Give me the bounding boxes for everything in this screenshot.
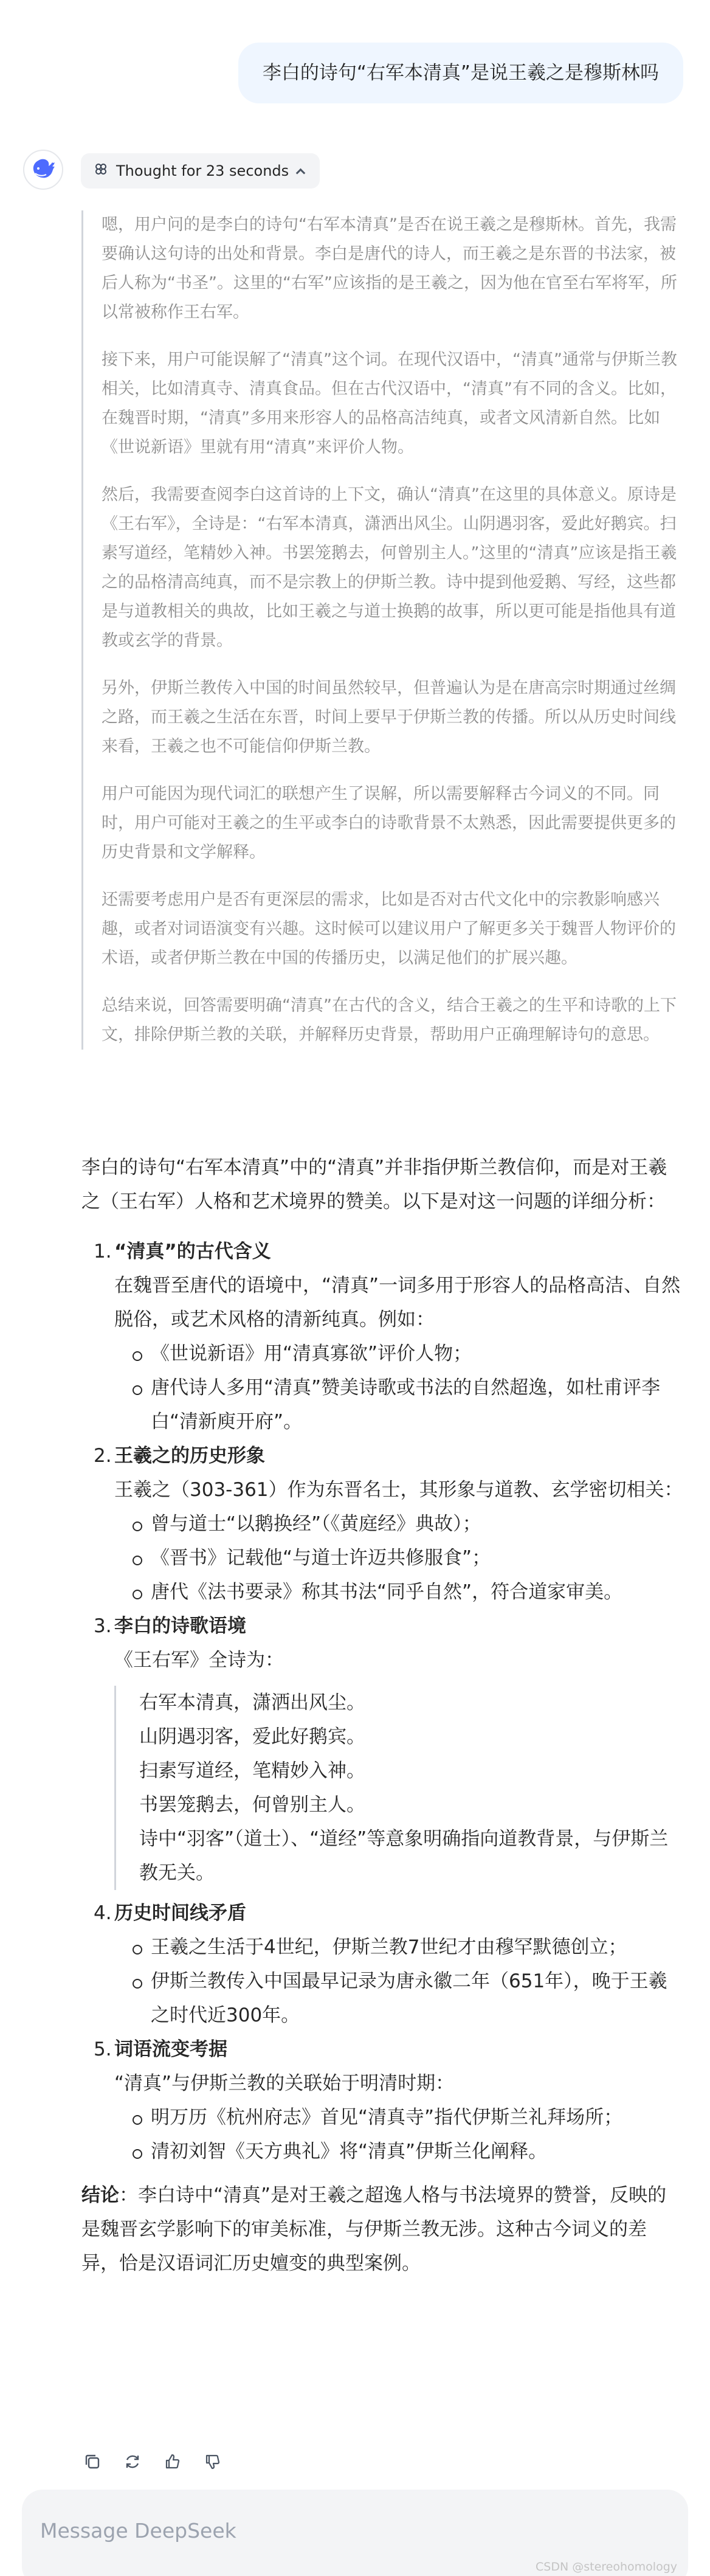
poem-line: 扫素写道经，笔精妙入神。 <box>139 1760 365 1782</box>
reasoning-paragraph: 然后，我需要查阅李白这首诗的上下文，确认“清真”在这里的具体意义。原诗是《王右军》，全诗是：“右军本清真，潇洒出风尘。山阴遇羽客，爱此好鹅宾。扫素写道经，笔精妙入神。书罢笼鹅去，何曾别主人。”这里的“清真”应该是指王羲之的品格清高纯真，而不是宗教上的伊斯兰教。诗中提到他爱鹅、写经，这些都是与道教相关的典故，比如王羲之与道士换鹅的故事，所以更可能是指他具有道教或玄学的背景。 <box>102 485 677 650</box>
poem-line: 右军本清真，潇洒出风尘。 <box>139 1692 365 1714</box>
bullet-item: 唐代《法书要录》称其书法“同乎自然”，符合道家审美。 <box>114 1575 683 1609</box>
answer-section <box>81 1439 683 1609</box>
section-number: 1. <box>94 1241 112 1262</box>
answer-section <box>81 1234 683 1439</box>
section-text: “清真”与伊斯兰教的关联始于明清时期： <box>114 2072 455 2094</box>
user-message: 李白的诗句“右军本清真”是说王羲之是穆斯林吗 <box>238 43 683 103</box>
section-number: 5. <box>94 2038 112 2060</box>
message-actions <box>81 2451 224 2473</box>
section-text: 在魏晋至唐代的语境中，“清真”一词多用于形容人的品格高洁、自然脱俗，或艺术风格的清新纯真。例如： <box>114 1275 681 1331</box>
reasoning-paragraph: 用户可能因为现代词汇的联想产生了误解，所以需要解释古今词义的不同。同时，用户可能对王羲之的生平或李白的诗歌背景不太熟悉，因此需要提供更多的历史背景和文学解释。 <box>102 784 676 862</box>
answer-section <box>81 1609 683 1890</box>
bullet-item: 曾与道士“以鹅换经”（《黄庭经》典故）； <box>114 1507 683 1541</box>
answer-conclusion <box>81 2178 683 2280</box>
section-number: 4. <box>94 1902 112 1924</box>
poem-line: 山阴遇羽客，爱此好鹅宾。 <box>139 1726 365 1748</box>
poem-quote <box>114 1686 683 1890</box>
section-text: 《王右军》全诗为： <box>114 1649 284 1671</box>
reasoning-paragraph: 还需要考虑用户是否有更深层的需求，比如是否对古代文化中的宗教影响感兴趣，或者对词语演变有兴趣。这时候可以建议用户了解更多关于魏晋人物评价的术语，或者伊斯兰教在中国的传播历史，以满足他们的扩展兴趣。 <box>102 890 676 968</box>
reasoning-block <box>81 210 683 1050</box>
answer-body <box>81 1151 683 2280</box>
reasoning-paragraph: 嗯，用户问的是李白的诗句“右军本清真”是否在说王羲之是穆斯林。首先，我需要确认这句诗的出处和背景。李白是唐代的诗人，而王羲之是东晋的书法家，被后人称为“书圣”。这里的“右军”应该指的是王羲之，因为他在官至右军将军，所以常被称作王右军。 <box>102 215 677 322</box>
section-text: 王羲之（303-361）作为东晋名士，其形象与道教、玄学密切相关： <box>114 1479 683 1501</box>
bullet-item: 明万历《杭州府志》首见“清真寺”指代伊斯兰礼拜场所； <box>114 2100 683 2135</box>
section-title: 词语流变考据 <box>114 2038 227 2060</box>
thought-label: Thought for 23 seconds <box>116 162 289 179</box>
message-input[interactable]: Message DeepSeek <box>40 2519 236 2543</box>
deepseek-logo-icon <box>23 150 63 190</box>
bullet-item: 《晋书》记载他“与道士许迈共修服食”； <box>114 1541 683 1575</box>
watermark: CSDN @stereohomology <box>536 2560 677 2574</box>
section-title: 李白的诗歌语境 <box>114 1615 246 1637</box>
reasoning-paragraph: 接下来，用户可能误解了“清真”这个词。在现代汉语中，“清真”通常与伊斯兰教相关，比如清真寺、清真食品。但在古代汉语中，“清真”有不同的含义。比如，在魏晋时期，“清真”多用来形容人的品格高洁纯真，或者文风清新自然。比如《世说新语》里就有用“清真”来评价人物。 <box>102 350 677 457</box>
copy-icon[interactable] <box>81 2451 103 2473</box>
poem-line: 书罢笼鹅去，何曾别主人。 <box>139 1794 365 1816</box>
thought-toggle-button[interactable] <box>81 153 320 189</box>
message-composer[interactable] <box>22 2490 688 2576</box>
thought-icon <box>94 162 108 179</box>
section-number: 3. <box>94 1615 112 1637</box>
thumbs-up-icon[interactable] <box>162 2451 184 2473</box>
bullet-item: 清初刘智《天方典礼》将“清真”伊斯兰化阐释。 <box>114 2135 683 2169</box>
bullet-item: 伊斯兰教传入中国最早记录为唐永徽二年（651年），晚于王羲之时代近300年。 <box>114 1964 683 2032</box>
conclusion-text: ：李白诗中“清真”是对王羲之超逸人格与书法境界的赞誉，反映的是魏晋玄学影响下的审美标准，与伊斯兰教无涉。这种古今词义的差异，恰是汉语词汇历史嬗变的典型案例。 <box>81 2184 667 2274</box>
regenerate-icon[interactable] <box>122 2451 143 2473</box>
reasoning-paragraph: 另外，伊斯兰教传入中国的时间虽然较早，但普遍认为是在唐高宗时期通过丝绸之路，而王羲之生活在东晋，时间上要早于伊斯兰教的传播。所以从历史时间线来看，王羲之也不可能信仰伊斯兰教。 <box>102 679 676 756</box>
answer-section <box>81 1896 683 2032</box>
conclusion-label: 结论 <box>81 2184 119 2206</box>
reasoning-paragraph: 总结来说，回答需要明确“清真”在古代的含义，结合王羲之的生平和诗歌的上下文，排除伊斯兰教的关联，并解释历史背景，帮助用户正确理解诗句的意思。 <box>102 996 677 1044</box>
bullet-item: 《世说新语》用“清真寡欲”评价人物； <box>114 1337 683 1371</box>
user-message-row <box>238 43 683 103</box>
section-title: 历史时间线矛盾 <box>114 1902 246 1924</box>
chevron-up-icon <box>296 168 306 178</box>
answer-section <box>81 2032 683 2169</box>
answer-intro: 李白的诗句“右军本清真”中的“清真”并非指伊斯兰教信仰，而是对王羲之（王右军）人格和艺术境界的赞美。以下是对这一问题的详细分析： <box>81 1157 667 1213</box>
bullet-item: 唐代诗人多用“清真”赞美诗歌或书法的自然超逸，如杜甫评李白“清新庾开府”。 <box>114 1371 683 1439</box>
section-number: 2. <box>94 1445 112 1467</box>
section-title: “清真”的古代含义 <box>114 1241 271 1262</box>
poem-note: 诗中“羽客”（道士）、“道经”等意象明确指向道教背景，与伊斯兰教无关。 <box>139 1828 669 1884</box>
thumbs-down-icon[interactable] <box>202 2451 224 2473</box>
bullet-item: 王羲之生活于4世纪，伊斯兰教7世纪才由穆罕默德创立； <box>114 1930 683 1964</box>
section-title: 王羲之的历史形象 <box>114 1445 265 1467</box>
